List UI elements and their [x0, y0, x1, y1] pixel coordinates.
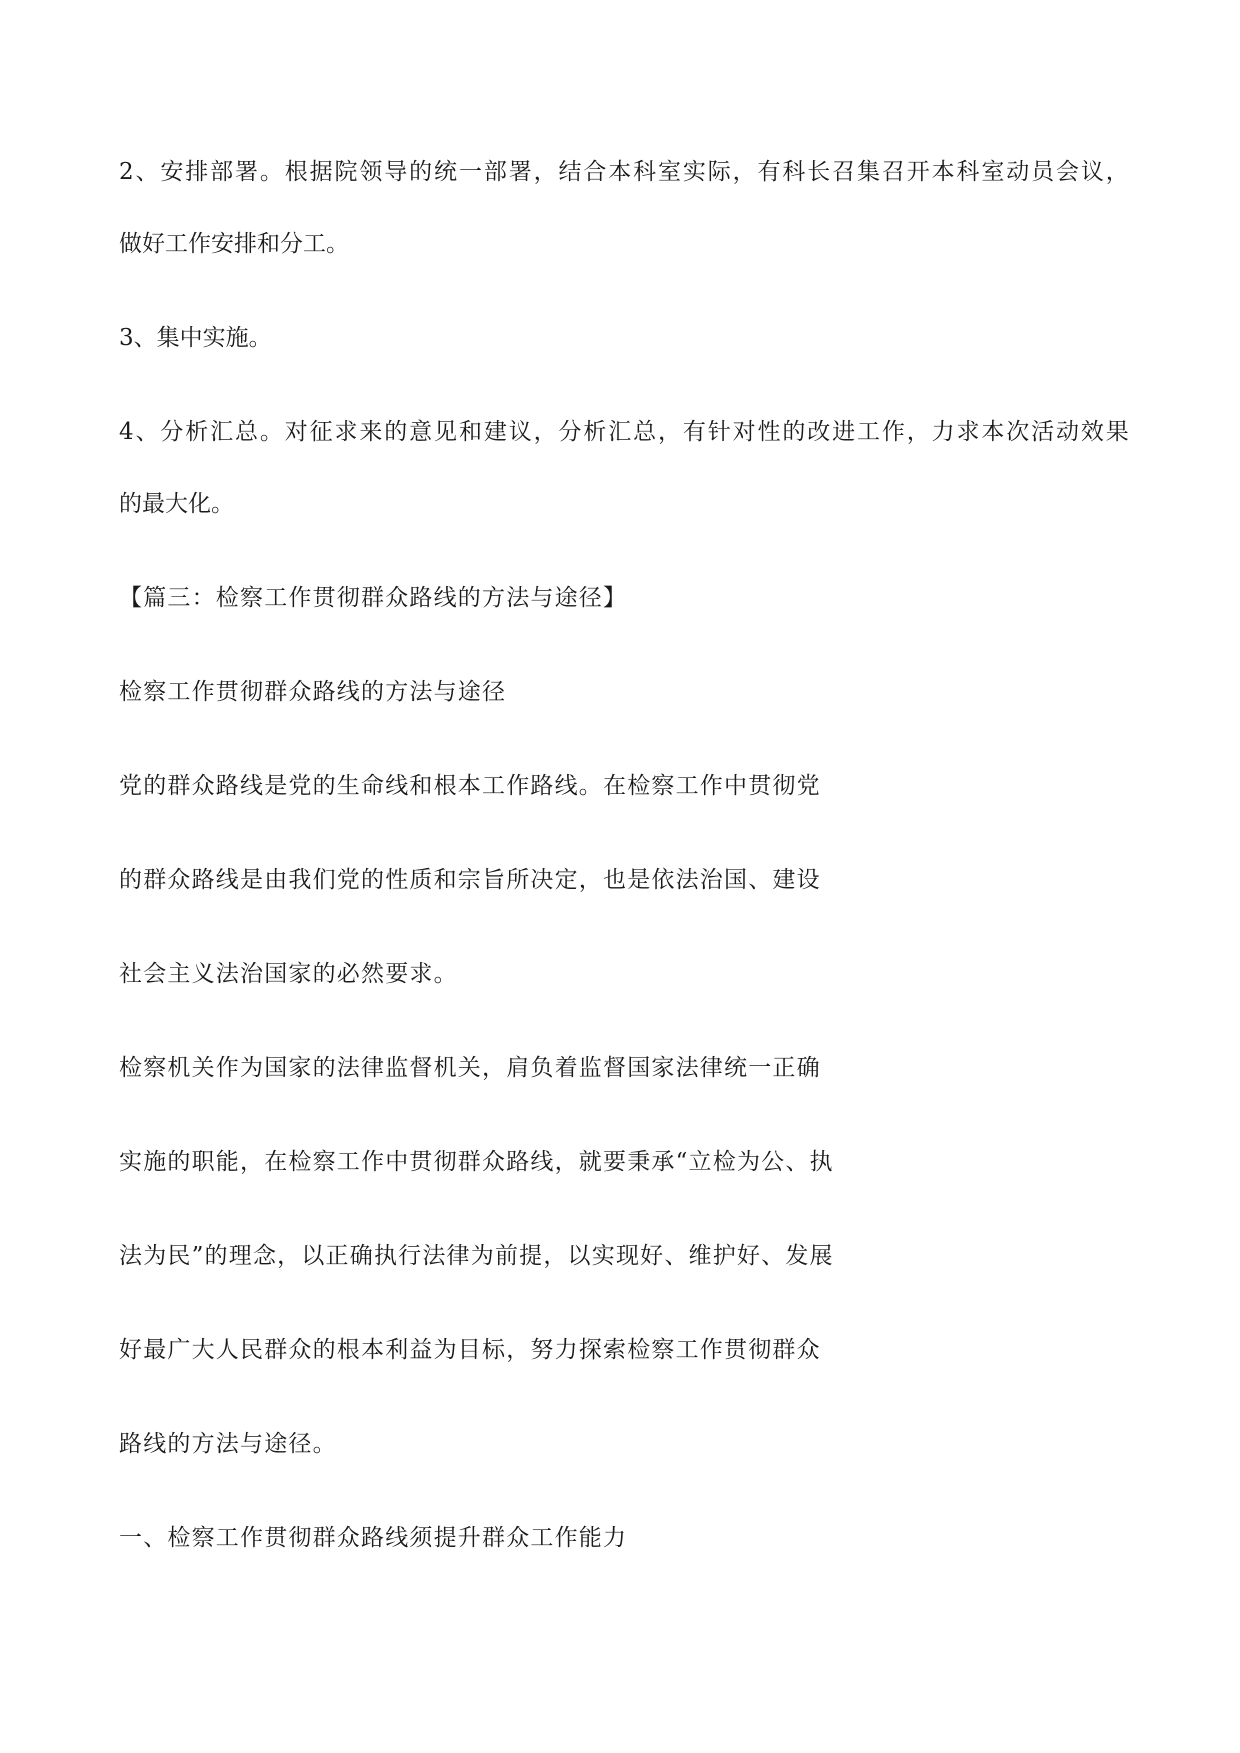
paragraph-line: 党的群众路线是党的生命线和根本工作路线。在检察工作中贯彻党: [119, 773, 821, 799]
paragraph-line: 好最广大人民群众的根本利益为目标，努力探索检察工作贯彻群众: [119, 1337, 821, 1363]
paragraph-line: 4、分析汇总。对征求来的意见和建议，分析汇总，有针对性的改进工作，力求本次活动效果: [119, 419, 1129, 445]
paragraph-line: 的最大化。: [119, 491, 234, 517]
paragraph-line: 的群众路线是由我们党的性质和宗旨所决定，也是依法治国、建设: [119, 867, 821, 893]
paragraph-line: 社会主义法治国家的必然要求。: [119, 961, 458, 987]
paragraph-line: 3、集中实施。: [119, 325, 272, 351]
paragraph-line: 实施的职能，在检察工作中贯彻群众路线，就要秉承“立检为公、执: [119, 1149, 834, 1175]
section-heading: 【篇三：检察工作贯彻群众路线的方法与途径】: [119, 585, 628, 611]
paragraph-line: 路线的方法与途径。: [119, 1431, 337, 1457]
subheading: 一、检察工作贯彻群众路线须提升群众工作能力: [119, 1525, 628, 1551]
paragraph-line: 法为民”的理念，以正确执行法律为前提，以实现好、维护好、发展: [119, 1243, 834, 1269]
paragraph-line: 检察机关作为国家的法律监督机关，肩负着监督国家法律统一正确: [119, 1055, 821, 1081]
article-title: 检察工作贯彻群众路线的方法与途径: [119, 679, 507, 705]
paragraph-line: 做好工作安排和分工。: [119, 231, 349, 257]
paragraph-line: 2、安排部署。根据院领导的统一部署，结合本科室实际，有科长召集召开本科室动员会议，: [119, 159, 1129, 185]
